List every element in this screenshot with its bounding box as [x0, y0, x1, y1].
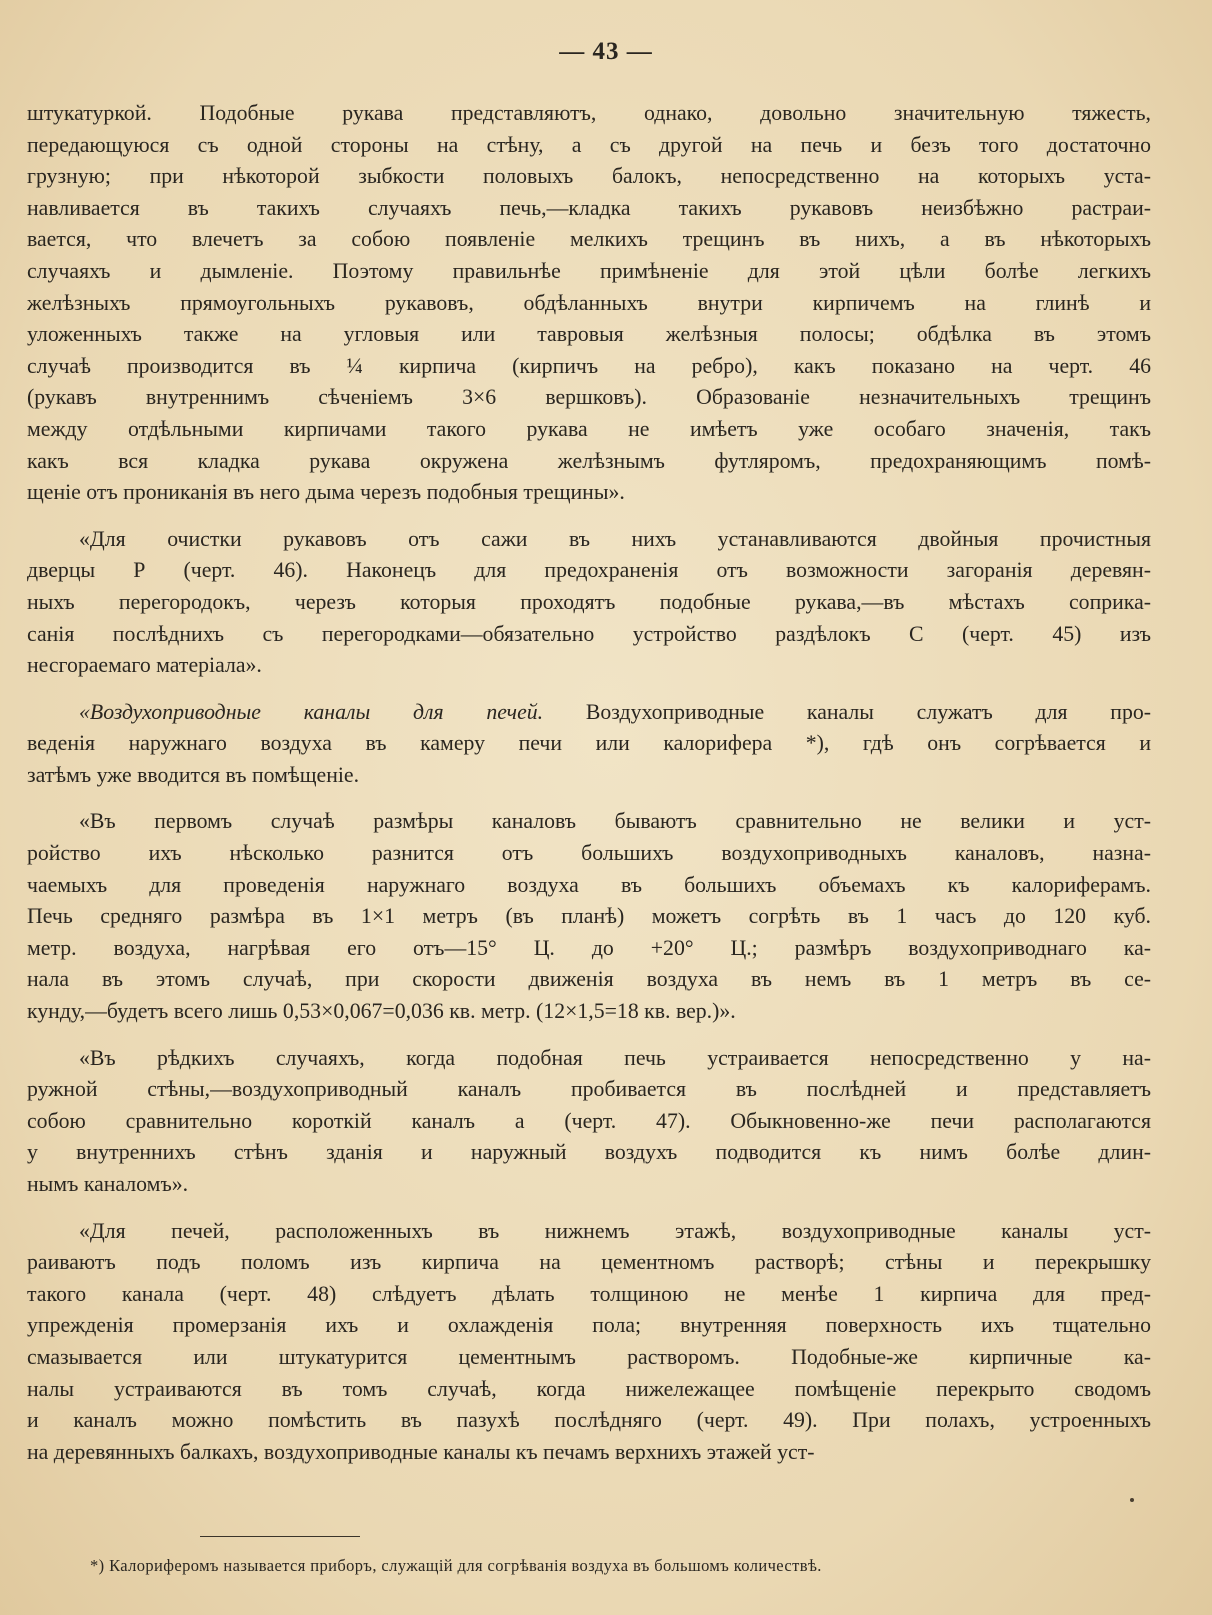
text-line: «Для очистки рукавовъ отъ сажи въ нихъ устанавливаются двойныя прочистныя [79, 526, 1151, 551]
text-line: нала въ этомъ случаѣ, при скорости движенія воздуха въ немъ въ 1 метръ въ се- [27, 967, 1151, 992]
paragraph [27, 1043, 1151, 1201]
text-line: санія послѣднихъ съ перегородками—обязательно устройство раздѣлокъ С (черт. 45) изъ [27, 621, 1151, 646]
footnote: *) Калориферомъ называется приборъ, служащій для согрѣванія воздуха въ большомъ количествѣ. [90, 1556, 822, 1575]
text-line: дверцы Р (черт. 46). Наконецъ для предохраненія отъ возможности загоранія деревян- [27, 558, 1151, 583]
italic-heading: «Воздухоприводные каналы для печей. [79, 699, 544, 724]
body-text [27, 98, 1151, 1483]
text-line: налы устраиваются въ томъ случаѣ, когда нижележащее помѣщеніе перекрыто сводомъ [27, 1376, 1151, 1401]
text-line: ныхъ перегородокъ, черезъ которыя проходятъ подобные рукава,—въ мѣстахъ соприка- [27, 589, 1151, 614]
text-line: чаемыхъ для проведенія наружнаго воздуха въ большихъ объемахъ къ калориферамъ. [27, 872, 1151, 897]
text-line: смазывается или штукатурится цементнымъ растворомъ. Подобные-же кирпичные ка- [27, 1344, 1151, 1369]
paragraph [27, 1216, 1151, 1469]
text-line: ружной стѣны,—воздухоприводный каналъ пробивается въ послѣдней и представляетъ [27, 1077, 1151, 1102]
text-line: случаѣ производится въ ¼ кирпича (кирпичъ на ребро), какъ показано на черт. 46 [27, 353, 1151, 378]
text-line: «Въ первомъ случаѣ размѣры каналовъ бываютъ сравнительно не велики и уст- [79, 809, 1151, 834]
text-line: нымъ каналомъ». [27, 1172, 189, 1196]
text-line: штукатуркой. Подобные рукава представляютъ, однако, довольно значительную тяжесть, [27, 101, 1151, 125]
paragraph [27, 697, 1151, 792]
text-line: метр. воздуха, нагрѣвая его отъ—15° Ц. до +20° Ц.; размѣръ воздухоприводнаго ка- [27, 935, 1151, 960]
text-line: между отдѣльными кирпичами такого рукава не имѣетъ уже особаго значенія, такъ [27, 416, 1151, 441]
text-line: несгораемаго матеріала». [27, 653, 262, 678]
footnote-divider [200, 1536, 360, 1537]
text-line: собою сравнительно короткій каналъ а (черт. 47). Обыкновенно-же печи располагаются [27, 1108, 1151, 1133]
text-line: (рукавъ внутреннимъ сѣченіемъ 3×6 вершковъ). Образованіе незначительныхъ трещинъ [27, 385, 1151, 410]
text-line: кунду,—будетъ всего лишь 0,53×0,067=0,036 кв. метр. (12×1,5=18 кв. вер.)». [27, 999, 736, 1024]
text-line: упрежденія промерзанія ихъ и охлажденія пола; внутренняя поверхность ихъ тщательно [27, 1313, 1151, 1338]
text-line: какъ вся кладка рукава окружена желѣзнымъ футляромъ, предохраняющимъ помѣ- [27, 448, 1151, 473]
paragraph [27, 806, 1151, 1027]
text-line: желѣзныхъ прямоугольныхъ рукавовъ, обдѣланныхъ внутри кирпичемъ на глинѣ и [27, 290, 1151, 315]
text-line: и каналъ можно помѣстить въ пазухѣ послѣдняго (черт. 49). При полахъ, устроенныхъ [27, 1408, 1151, 1433]
text-line: раиваютъ подъ поломъ изъ кирпича на цементномъ растворѣ; стѣны и перекрышку [27, 1250, 1151, 1275]
text-run: Воздухоприводные каналы служатъ для про- [543, 699, 1151, 724]
text-line: уложенныхъ также на угловыя или тавровыя желѣзныя полосы; обдѣлка въ этомъ [27, 322, 1151, 347]
text-line: Печь средняго размѣра въ 1×1 метръ (въ планѣ) можетъ согрѣть въ 1 часъ до 120 куб. [27, 904, 1151, 929]
text-line: случаяхъ и дымленіе. Поэтому правильнѣе примѣненіе для этой цѣли болѣе легкихъ [27, 258, 1151, 283]
text-line: у внутреннихъ стѣнъ зданія и наружный воздухъ подводится къ нимъ болѣе длин- [27, 1140, 1151, 1165]
text-line: «Для печей, расположенныхъ въ нижнемъ этажѣ, воздухоприводные каналы уст- [79, 1218, 1151, 1243]
text-line: такого канала (черт. 48) слѣдуетъ дѣлать толщиною не менѣе 1 кирпича для пред- [27, 1281, 1151, 1306]
text-line: затѣмъ уже вводится въ помѣщеніе. [27, 762, 360, 787]
text-line: на деревянныхъ балкахъ, воздухоприводные каналы къ печамъ верхнихъ этажей уст- [27, 1439, 815, 1464]
print-speck [1130, 1498, 1134, 1502]
text-line: вается, что влечетъ за собою появленіе мелкихъ трещинъ въ нихъ, а въ нѣкоторыхъ [27, 227, 1151, 252]
text-line: ройство ихъ нѣсколько разнится отъ большихъ воздухоприводныхъ каналовъ, назна- [27, 841, 1151, 866]
text-line: грузную; при нѣкоторой зыбкости половыхъ балокъ, непосредственно на которыхъ уста- [27, 164, 1151, 189]
text-line [27, 697, 1151, 729]
text-line: передающуюся съ одной стороны на стѣну, а съ другой на печь и безъ того достаточно [27, 132, 1151, 157]
text-line: навливается въ такихъ случаяхъ печь,—кладка такихъ рукавовъ неизбѣжно растраи- [27, 195, 1151, 220]
text-line: веденія наружнаго воздуха въ камеру печи или калорифера *), гдѣ онъ согрѣвается и [27, 731, 1151, 756]
text-line: «Въ рѣдкихъ случаяхъ, когда подобная печь устраивается непосредственно у на- [79, 1045, 1151, 1070]
page-number: — 43 — [559, 38, 653, 65]
paragraph [27, 524, 1151, 682]
paragraph [27, 98, 1151, 509]
text-line: щеніе отъ прониканія въ него дыма черезъ подобныя трещины». [27, 480, 625, 505]
